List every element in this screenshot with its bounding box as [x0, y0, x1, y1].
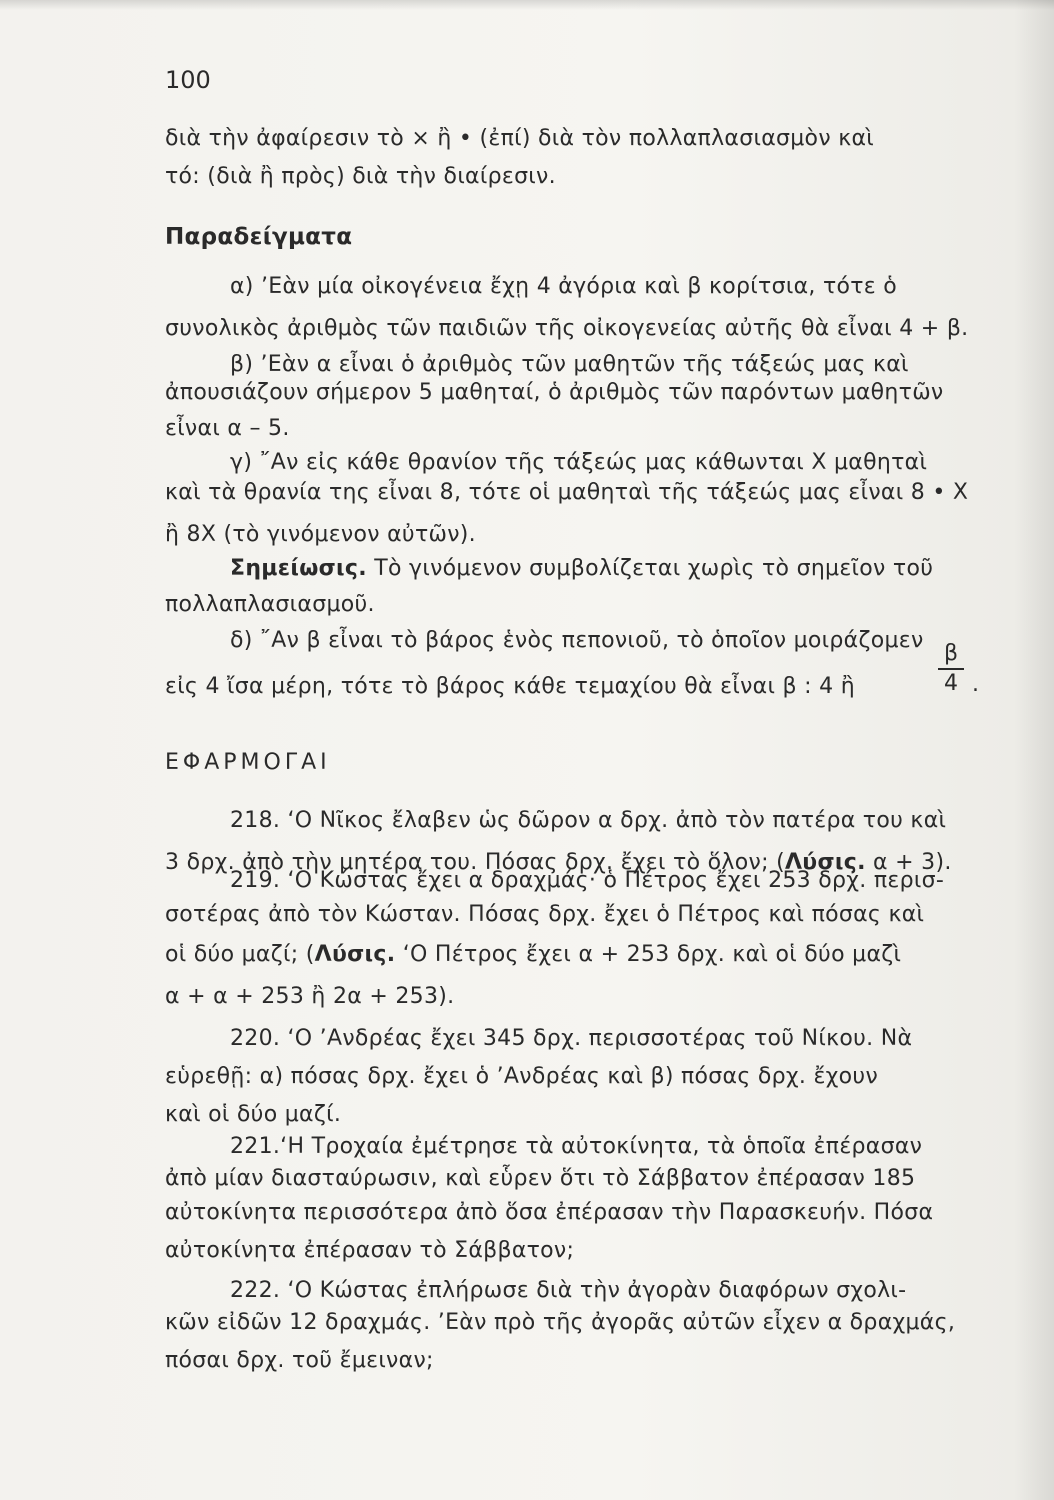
note-label: Σημείωσις. [230, 556, 367, 581]
note-line-1 [230, 554, 933, 584]
example-a-line-1: α) ’Εὰν μία οἰκογένεια ἔχῃ 4 ἀγόρια καὶ β κορίτσια, τότε ὁ [230, 274, 898, 299]
fraction-numerator: β [943, 641, 959, 666]
exercise-218-solution-label: Λύσις. [784, 850, 866, 875]
exercise-222-line-3: πόσαι δρχ. τοῦ ἔμειναν; [165, 1348, 434, 1373]
top-shadow [0, 0, 1054, 10]
exercise-219-line-1: 219. ‘Ο Κώστας ἔχει α δραχμάς· ὁ Πέτρος ἔχει 253 δρχ. περισ- [230, 868, 945, 893]
example-b-line-3: εἶναι α – 5. [165, 416, 290, 441]
exercise-219-solution: ‘Ο Πέτρος ἔχει α + 253 δρχ. καὶ οἱ δύο μαζὶ [395, 942, 902, 967]
exercise-221-line-2: ἀπὸ μίαν διασταύρωσιν, καὶ εὗρεν ὅτι τὸ Σάββατον ἐπέρασαν 185 [165, 1166, 916, 1191]
fraction-bar [938, 668, 964, 670]
example-a-line-2: συνολικὸς ἀριθμὸς τῶν παιδιῶν τῆς οἰκογενείας αὐτῆς θὰ εἶναι 4 + β. [165, 316, 969, 341]
exercise-220-line-2: εὑρεθῇ: α) πόσας δρχ. ἔχει ὁ ’Ανδρέας καὶ β) πόσας δρχ. ἔχουν [165, 1064, 879, 1089]
exercise-219-text: οἱ δύο μαζί; ( [165, 942, 315, 967]
exercise-221-line-1: 221.‘Η Τροχαία ἐμέτρησε τὰ αὐτοκίνητα, τὰ ὁποῖα ἐπέρασαν [230, 1134, 923, 1159]
exercise-220-line-1: 220. ‘Ο ’Ανδρέας ἔχει 345 δρχ. περισσοτέρας τοῦ Νίκου. Νὰ [230, 1026, 913, 1051]
example-d-line-1: δ) ῎Αν β εἶναι τὸ βάρος ἑνὸς πεπονιοῦ, τὸ ὁποῖον μοιράζομεν [230, 628, 924, 653]
note-line-2: πολλαπλασιασμοῦ. [165, 592, 375, 617]
example-c-line-2: καὶ τὰ θρανία της εἶναι 8, τότε οἱ μαθηταὶ τῆς τάξεώς μας εἶναι 8 • Χ [165, 480, 969, 505]
intro-line-1: διὰ τὴν ἀφαίρεσιν τὸ × ἢ • (ἐπί) διὰ τὸν πολλαπλασιασμὸν καὶ [165, 126, 875, 151]
fraction-beta-over-4 [938, 642, 964, 696]
example-c-line-3: ἢ 8Χ (τὸ γινόμενον αὐτῶν). [165, 522, 476, 547]
example-c-line-1: γ) ῎Αν εἰς κάθε θρανίον τῆς τάξεώς μας κάθωνται Χ μαθηταὶ [230, 450, 928, 475]
exercise-218-text: 3 δρχ. ἀπὸ τὴν μητέρα του. Πόσας δρχ. ἔχει τὸ ὅλον; ( [165, 850, 785, 875]
exercise-218-solution: α + 3). [865, 850, 952, 875]
example-b-line-2: ἀπουσιάζουν σήμερον 5 μαθηταί, ὁ ἀριθμὸς τῶν παρόντων μαθητῶν [165, 380, 944, 405]
applications-heading: ΕΦΑΡΜΟΓΑΙ [165, 750, 331, 775]
exercise-220-line-3: καὶ οἱ δύο μαζί. [165, 1102, 342, 1127]
fraction-period: . [972, 672, 979, 697]
exercise-222-line-2: κῶν εἰδῶν 12 δραχμάς. ’Εὰν πρὸ τῆς ἀγορᾶς αὐτῶν εἶχεν α δραχμάς, [165, 1310, 956, 1335]
exercise-218-line-1: 218. ‘Ο Νῖκος ἔλαβεν ὡς δῶρον α δρχ. ἀπὸ τὸν πατέρα του καὶ [230, 808, 947, 833]
exercise-219-line-4: α + α + 253 ἢ 2α + 253). [165, 984, 455, 1009]
exercise-221-line-4: αὐτοκίνητα ἐπέρασαν τὸ Σάββατον; [165, 1238, 575, 1263]
example-d-line-2: εἰς 4 ἴσα μέρη, τότε τὸ βάρος κάθε τεμαχίου θὰ εἶναι β : 4 ἢ [165, 674, 855, 699]
binding-shadow [1014, 0, 1054, 1500]
examples-heading: Παραδείγματα [165, 224, 353, 250]
page-number: 100 [165, 66, 211, 94]
exercise-222-line-1: 222. ‘Ο Κώστας ἐπλήρωσε διὰ τὴν ἀγορὰν διαφόρων σχολι- [230, 1278, 907, 1303]
intro-line-2: τό: (διὰ ἢ πρὸς) διὰ τὴν διαίρεσιν. [165, 164, 556, 189]
exercise-219-line-3 [165, 940, 901, 970]
fraction-denominator: 4 [944, 671, 958, 696]
note-text: Τὸ γινόμενον συμβολίζεται χωρὶς τὸ σημεῖον τοῦ [366, 556, 934, 581]
exercise-219-line-2: σοτέρας ἀπὸ τὸν Κώσταν. Πόσας δρχ. ἔχει ὁ Πέτρος καὶ πόσας καὶ [165, 902, 925, 927]
exercise-221-line-3: αὐτοκίνητα περισσότερα ἀπὸ ὅσα ἐπέρασαν τὴν Παρασκευήν. Πόσα [165, 1200, 934, 1225]
example-b-line-1: β) ’Εὰν α εἶναι ὁ ἀριθμὸς τῶν μαθητῶν τῆς τάξεώς μας καὶ [230, 352, 909, 377]
exercise-219-solution-label: Λύσις. [314, 942, 396, 967]
